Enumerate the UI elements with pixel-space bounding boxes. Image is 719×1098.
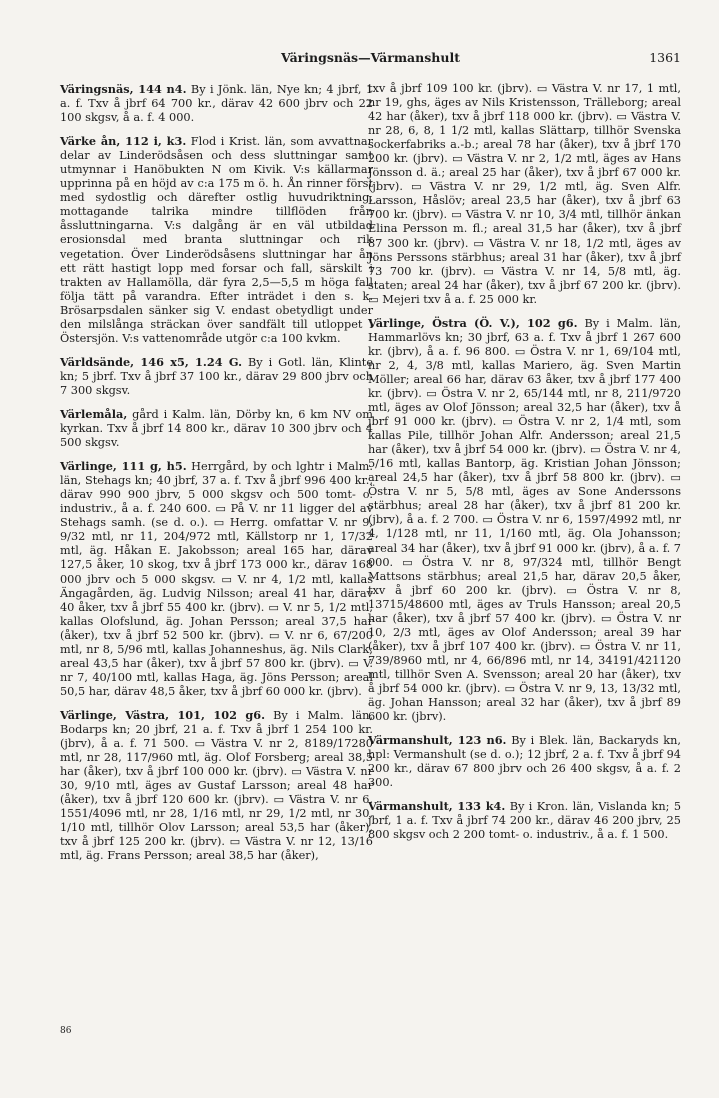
page-header	[60, 50, 681, 72]
entry-text: By i Malm. län, Hammarlövs kn; 30 jbrf, 63 a. f. Txv å jbrf 1 267 600 kr. (jbrv), å a. f. 96 800. ▭ Östra V. nr 1, 69/104 mtl, nr 2, 4, 3/8 mtl, kallas Mariero, äg. Sven Martin Möller; areal 66 har, därav 63 åker, txv å jbrf 177 400 kr. (jbrv). ▭ Östra V. nr 2, 65/144 mtl, nr 8, 211/9720 mtl, äges av Olof Jönsson; areal 32,5 har (åker), txv å jbrf 91 000 kr. (jbrv). ▭ Östra V. nr 2, 1/4 mtl, som kallas Pile, tillhör Johan Alfr. Andersson; areal 21,5 har (åker), txv å jbrf 54 000 kr. (jbrv). ▭ Östra V. nr 4, 5/16 mtl, kallas Bantorp, äg. Kristian Johan Jönsson; areal 24,5 har (åker), txv å jbrf 58 800 kr. (jbrv). ▭ Östra V. nr 5, 5/8 mtl, äges av Sone Anderssons stärbhus; areal 28 har (åker), txv å jbrf 81 200 kr. (jbrv), å a. f. 2 700. ▭ Östra V. nr 6, 1597/4992 mtl, nr 4, 1/128 mtl, nr 11, 1/160 mtl, äg. Ola Johansson; areal 34 har (åker), txv å jbrf 91 000 kr. (jbrv), å a. f. 7 000. ▭ Östra V. nr 8, 97/324 mtl, tillhör Bengt Mattsons stärbhus; areal 21,5 har, därav 20,5 åker, txv å jbrf 60 200 kr. (jbrv). ▭ Östra V. nr 8, 13715/48600 mtl, äges av Truls Hansson; areal 20,5 har (åker), txv å jbrf 57 400 kr. (jbrv). ▭ Östra V. nr 10, 2/3 mtl, äges av Olof Andersson; areal 39 har (åker), txv å jbrf 107 400 kr. (jbrv). ▭ Östra V. nr 11, 739/8960 mtl, nr 4, 66/896 mtl, nr 14, 34191/421120 mtl, tillhör Sven A. Svensson; areal 20 har (åker), txv å jbrf 54 000 kr. (jbrv). ▭ Östra V. nr 9, 13, 13/32 mtl, äg. Johan Hansson; areal 32 har (åker), txv å jbrf 89 600 kr. (jbrv).	[368, 316, 681, 724]
running-title: Väringsnäs—Värmanshult	[281, 50, 460, 65]
headword: Värlemåla,	[60, 406, 128, 421]
entry-varlemala	[60, 407, 373, 450]
headword: Väringsnäs, 144 n4.	[60, 82, 187, 96]
left-column	[60, 82, 373, 872]
entry-text: By i Malm. län, Bodarps kn; 20 jbrf, 21 a. f. Txv å jbrf 1 254 100 kr. (jbrv), å a. f. 71 500. ▭ Västra V. nr 2, 8189/17280 mtl, nr 28, 117/960 mtl, äg. Olof Forsberg; areal 38,5 har (åker), txv å jbrf 100 000 kr. (jbrv). ▭ Västra V. nr 30, 9/10 mtl, äges av Gustaf Larsson; areal 48 har (åker), txv å jbrf 120 600 kr. (jbrv). ▭ Västra V. nr 6, 1551/4096 mtl, nr 28, 1/16 mtl, nr 29, 1/2 mtl, nr 30, 1/10 mtl, tillhör Olov Larsson; areal 53,5 har (åker), txv å jbrf 125 200 kr. (jbrv). ▭ Västra V. nr 12, 13/16 mtl, äg. Frans Persson; areal 38,5 har (åker),	[60, 708, 373, 863]
entry-text: By i Blek. län, Backaryds kn, hpl: Vermanshult (se d. o.); 12 jbrf, 2 a. f. Txv å jbrf 94 200 kr., därav 67 800 jbrv och 26 400 skgsv, å a. f. 2 300.	[368, 734, 681, 790]
printer-signature: 86	[60, 1026, 72, 1036]
entry-text: By i Jönk. län, Nye kn; 4 jbrf, 1 a. f. Txv å jbrf 64 700 kr., därav 42 600 jbrv och 22 100 skgsv, å a. f. 4 000.	[60, 83, 374, 125]
entry-text: Flod i Krist. län, som avvattnar delar av Linderödsåsen och dess sluttningar samt utmynnar i Hanöbukten N om Kivik. V:s källarmar upprinna på en höjd av c:a 175 m ö. h. Ån rinner först med sydostlig och därefter ostlig huvudriktning, mottagande talrika mindre tillflöden från åssluttningarna. V:s dalgång är en väl utbildad erosionsdal med branta sluttningar och rik vegetation. Över Linderödsåsens sluttningar har ån ett rätt hastigt lopp med forsar och fall, särskilt i trakten av Hallamölla, där fyra 2,5—5,5 m höga fall följa tätt på varandra. Efter inträdet i den s. k. Brösarpsdalen sänker sig V. endast obetydligt under den milslånga sträckan över sandfält till utloppet i Östersjön. V:s vattenområde utgör c:a 100 kvkm.	[60, 135, 374, 345]
headword: Värlinge, Västra, 101, 102 g6.	[60, 707, 266, 722]
headword: Värlinge, Östra (Ö. V.), 102 g6.	[368, 315, 578, 330]
entry-varlinge-vastra	[60, 708, 373, 864]
entry-varlinge-vastra-cont	[368, 82, 681, 307]
entry-varlinge-ostra	[368, 316, 681, 724]
entry-text: gård i Kalm. län, Dörby kn, 6 km NV om kyrkan. Txv å jbrf 14 800 kr., därav 10 300 jbrv och 4 500 skgsv.	[60, 407, 373, 450]
entry-varmanshult-kron	[368, 799, 681, 842]
headword: Värmanshult, 133 k4.	[368, 799, 506, 814]
entry-varingsnas	[60, 82, 373, 125]
entry-text: By i Gotl. län, Klinte kn; 5 jbrf. Txv å jbrf 37 100 kr., därav 29 800 jbrv och 7 300 skgsv.	[60, 355, 374, 397]
entry-text: Herrgård, by och lghtr i Malm. län, Stehags kn; 40 jbrf, 37 a. f. Txv å jbrf 996 400 kr., därav 990 900 jbrv, 5 000 skgsv och 500 tomt- o. industriv., å a. f. 240 600. ▭ På V. nr 11 ligger del av Stehags samh. (se d. o.). ▭ Herrg. omfattar V. nr 9, 9/32 mtl, nr 11, 204/972 mtl, Källstorp nr 1, 17/32 mtl, äg. Håkan E. Jakobsson; areal 165 har, därav 127,5 åker, 10 skog, txv å jbrf 173 000 kr., därav 168 000 jbrv och 5 000 skgsv. ▭ V. nr 4, 1/2 mtl, kallas Ängagården, äg. Ludvig Nilsson; areal 41 har, därav 40 åker, txv å jbrf 55 400 kr. (jbrv). ▭ V. nr 5, 1/2 mtl, kallas Olofslund, äg. Johan Persson; areal 37,5 har (åker), txv å jbrf 52 500 kr. (jbrv). ▭ V. nr 6, 67/200 mtl, nr 8, 5/96 mtl, kallas Johanneshus, äg. Nils Clark; areal 43,5 har (åker), txv å jbrf 57 800 kr. (jbrv). ▭ V. nr 7, 40/100 mtl, kallas Haga, äg. Jöns Persson; areal 50,5 har, därav 48,5 åker, txv å jbrf 60 000 kr. (jbrv).	[60, 460, 373, 698]
entry-text: By i Kron. län, Vislanda kn; 5 jbrf, 1 a. f. Txv å jbrf 74 200 kr., därav 46 200 jbrv, 25 800 skgsv och 2 200 tomt- o. industriv., å a. f. 1 500.	[368, 800, 682, 842]
right-column	[368, 82, 681, 851]
page-number: 1361	[649, 50, 681, 65]
headword: Värlinge, 111 g, h5.	[60, 459, 187, 474]
entry-varldsande	[60, 355, 373, 398]
entry-varlinge	[60, 459, 373, 699]
entry-varmanshult-blek	[368, 733, 681, 790]
entry-text: txv å jbrf 109 100 kr. (jbrv). ▭ Västra V. nr 17, 1 mtl, nr 19, ghs, äges av Nils Kristensson, Trälleborg; areal 42 har (åker), txv å jbrf 118 000 kr. (jbrv). ▭ Västra V. nr 28, 6, 8, 1 1/2 mtl, kallas Slättarp, tillhör Svenska sockerfabriks a.-b.; areal 78 har (åker), txv å jbrf 170 200 kr. (jbrv). ▭ Västra V. nr 2, 1/2 mtl, äges av Hans Jönsson d. ä.; areal 25 har (åker), txv å jbrf 67 000 kr. (jbrv). ▭ Västra V. nr 29, 1/2 mtl, äg. Sven Alfr. Larsson, Håslöv; areal 23,5 har (åker), txv å jbrf 63 700 kr. (jbrv). ▭ Västra V. nr 10, 3/4 mtl, tillhör änkan Elina Persson m. fl.; areal 31,5 har (åker), txv å jbrf 87 300 kr. (jbrv). ▭ Västra V. nr 18, 1/2 mtl, äges av Jöns Perssons stärbhus; areal 31 har (åker), txv å jbrf 73 700 kr. (jbrv). ▭ Västra V. nr 14, 5/8 mtl, äg. staten; areal 24 har (åker), txv å jbrf 67 200 kr. (jbrv). ▭ Mejeri txv å a. f. 25 000 kr.	[368, 82, 681, 306]
headword: Världsände, 146 x5, 1.24 G.	[60, 354, 243, 369]
headword: Värke ån, 112 i, k3.	[60, 134, 187, 149]
entry-varke-an	[60, 134, 373, 346]
headword: Värmanshult, 123 n6.	[368, 733, 507, 748]
